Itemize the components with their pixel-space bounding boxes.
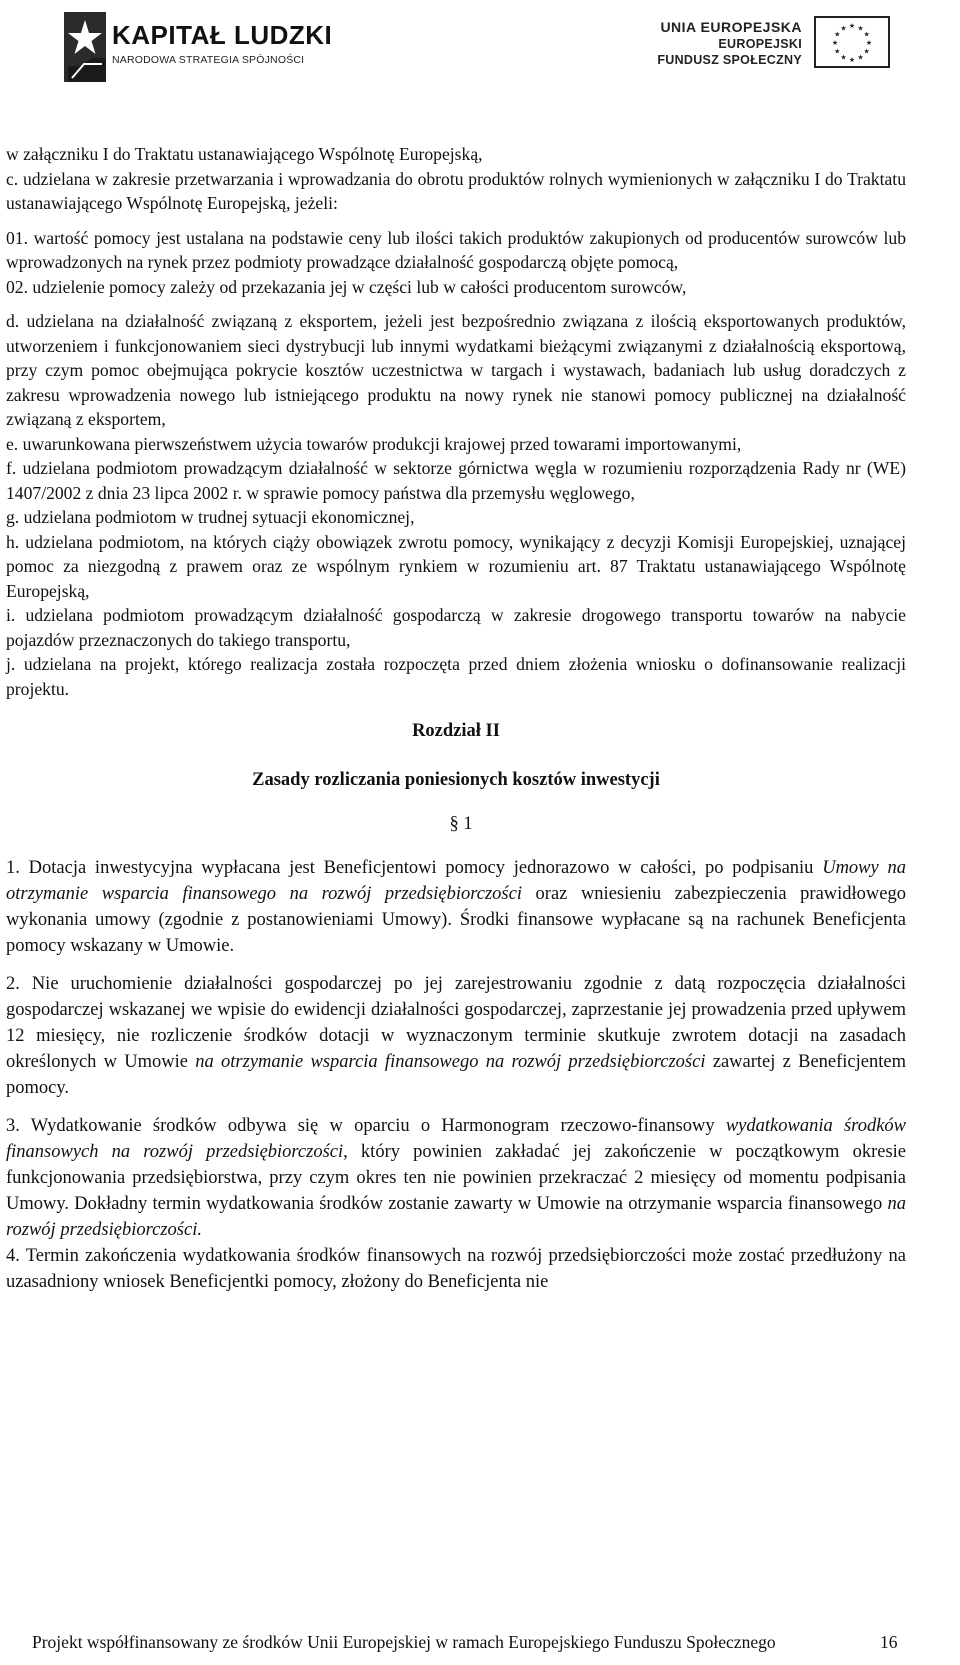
svg-text:★: ★ — [834, 30, 841, 39]
paragraph: 02. udzielenie pomocy zależy od przekazania jej w części lub w całości producentom surowców, — [6, 276, 687, 297]
svg-text:★: ★ — [848, 22, 856, 30]
paragraph — [6, 971, 906, 1101]
svg-text:★: ★ — [863, 30, 870, 39]
eu-line-1: UNIA EUROPEJSKA — [660, 19, 802, 35]
svg-text:★: ★ — [865, 39, 873, 47]
paragraph: i. udzielana podmiotom prowadzącym działalność gospodarczą w zakresie drogowego transportu towarów na nabycie pojazdów przeznaczonych do takiego transportu, — [6, 605, 906, 650]
paragraph: 01. wartość pomocy jest ustalana na podstawie ceny lub ilości takich produktów zakupionych od producentów surowców lub wprowadzonych na rynek przez podmioty prowadzące działalność gospodarczą objęte pomocą, — [6, 227, 906, 272]
text-run: oraz wniesieniu zabezpieczenia prawidłowego wykonania umowy (zgodnie z postanowieniami Umowy). Środki finansowe wypłacane są na rachunek Beneficjenta pomocy wskazany w Umowie. — [6, 883, 906, 956]
svg-text:★: ★ — [831, 39, 839, 47]
logo-title: KAPITAŁ LUDZKI — [112, 20, 333, 50]
page-number: 16 — [880, 1632, 898, 1652]
eu-flag-icon — [814, 16, 890, 68]
paragraph: e. uwarunkowana pierwszeństwem użycia towarów produkcji krajowej przed towarami importowanymi, — [6, 433, 742, 454]
text-run: 3. Wydatkowanie środków odbywa się w oparciu o Harmonogram rzeczowo-finansowy — [6, 1115, 726, 1136]
paragraph: f. udzielana podmiotom prowadzącym działalność w sektorze górnictwa węgla w rozumieniu rozporządzenia Rady nr (WE) 1407/2002 z dnia 23 lipca 2002 r. w sprawie pomocy państwa dla przemysłu węglowego, — [6, 458, 906, 503]
paragraph — [6, 1113, 906, 1243]
page-footer — [32, 1632, 912, 1653]
chapter-title: Zasady rozliczania poniesionych kosztów inwestycji — [252, 769, 660, 790]
svg-text:★: ★ — [863, 47, 870, 56]
svg-text:★: ★ — [834, 47, 841, 56]
footer-text: Projekt współfinansowany ze środków Unii Europejskiej w ramach Europejskiego Funduszu Społecznego — [32, 1632, 776, 1652]
text-run: zawartej z Beneficjentem pomocy. — [6, 1051, 906, 1098]
paragraph: w załączniku I do Traktatu ustanawiającego Wspólnotę Europejską, — [6, 144, 483, 164]
svg-text:★: ★ — [857, 24, 864, 33]
text-run: , który powinien zakładać jej zakończenie w początkowym okresie funkcjonowania przedsiębiorstwa, przy czym okres ten nie powinien przekraczać 2 miesięcy od momentu podpisania Umowy. Dokładny termin wydatkowania środków zostanie zawarty w Umowie na otrzymanie wsparcia finansowego — [6, 1141, 906, 1214]
paragraph: c. udzielana w zakresie przetwarzania i wprowadzania do obrotu produktów rolnych wymienionych w załączniku I do Traktatu ustanawiającego Wspólnotę Europejską, jeżeli: — [6, 168, 906, 213]
chapter-heading: Rozdział II — [412, 721, 500, 741]
paragraph: g. udzielana podmiotom w trudnej sytuacji ekonomicznej, — [6, 507, 415, 527]
text-run: 2. Nie uruchomienie działalności gospodarczej po jej zarejestrowaniu zgodnie z datą rozpoczęcia działalności gospodarczej wskazanej we wpisie do ewidencji działalności gospodarczej, zaprzestanie jej prowadzenia przed upływem 12 miesięcy, nie rozliczenie środków dotacji w wyznaczonym terminie skutkuje zwrotem dotacji na zasadach określonych w Umowie — [6, 973, 906, 1072]
paragraph: j. udzielana na projekt, którego realizacja została rozpoczęta przed dniem złożenia wniosku o dofinansowanie realizacji projektu. — [6, 654, 906, 699]
italic-run: na otrzymanie wsparcia finansowego na rozwój przedsiębiorczości — [195, 1051, 706, 1072]
italic-run: Umowy na otrzymanie wsparcia finansowego na rozwój przedsiębiorczości — [6, 857, 906, 904]
svg-text:★: ★ — [857, 53, 864, 62]
italic-run: wydatkowania środków finansowych na rozwój przedsiębiorczości — [6, 1115, 906, 1162]
logo-subtitle: NARODOWA STRATEGIA SPÓJNOŚCI — [112, 54, 305, 66]
text-run: 1. Dotacja inwestycyjna wypłacana jest Beneficjentowi pomocy jednorazowo w całości, po podpisaniu — [6, 857, 823, 878]
paragraph — [6, 855, 906, 959]
italic-run: na rozwój przedsiębiorczości. — [6, 1193, 906, 1240]
paragraph: 4. Termin zakończenia wydatkowania środków finansowych na rozwój przedsiębiorczości może zostać przedłużony na uzasadniony wniosek Beneficjentki pomocy, złożony do Beneficjenta nie — [6, 1245, 906, 1292]
paragraph: d. udzielana na działalność związaną z eksportem, jeżeli jest bezpośrednio związana z ilością eksportowanych produktów, utworzeniem i funkcjonowaniem sieci dystrybucji lub innymi wydatkami bieżącymi związanymi z działalnością eksportową, przy czym pomoc obejmująca pokrycie kosztów uczestnictwa w targach i wystawach, badaniach lub usług doradczych z zakresu wprowadzenia nowego lub istniejącego produktu na nowy rynek nie stanowi pomocy publicznej na działalność związaną z eksportem, — [6, 311, 906, 429]
eu-logo-text — [657, 18, 802, 68]
document-body — [6, 142, 906, 1295]
eu-line-2: EUROPEJSKI — [718, 37, 802, 51]
svg-text:★: ★ — [840, 53, 847, 62]
paragraph: h. udzielana podmiotom, na których ciąży obowiązek zwrotu pomocy, wynikający z decyzji Komisji Europejskiej, uznającej pomoc za niezgodną z prawem oraz ze wspólnym rynkiem w rozumieniu art. 87 Traktatu ustanawiającego Wspólnotę Europejską, — [6, 531, 906, 601]
eu-line-3: FUNDUSZ SPOŁECZNY — [657, 53, 802, 67]
page-header — [0, 0, 960, 100]
section-sign: § 1 — [449, 814, 473, 834]
svg-text:★: ★ — [848, 56, 856, 64]
svg-text:★: ★ — [840, 24, 847, 33]
